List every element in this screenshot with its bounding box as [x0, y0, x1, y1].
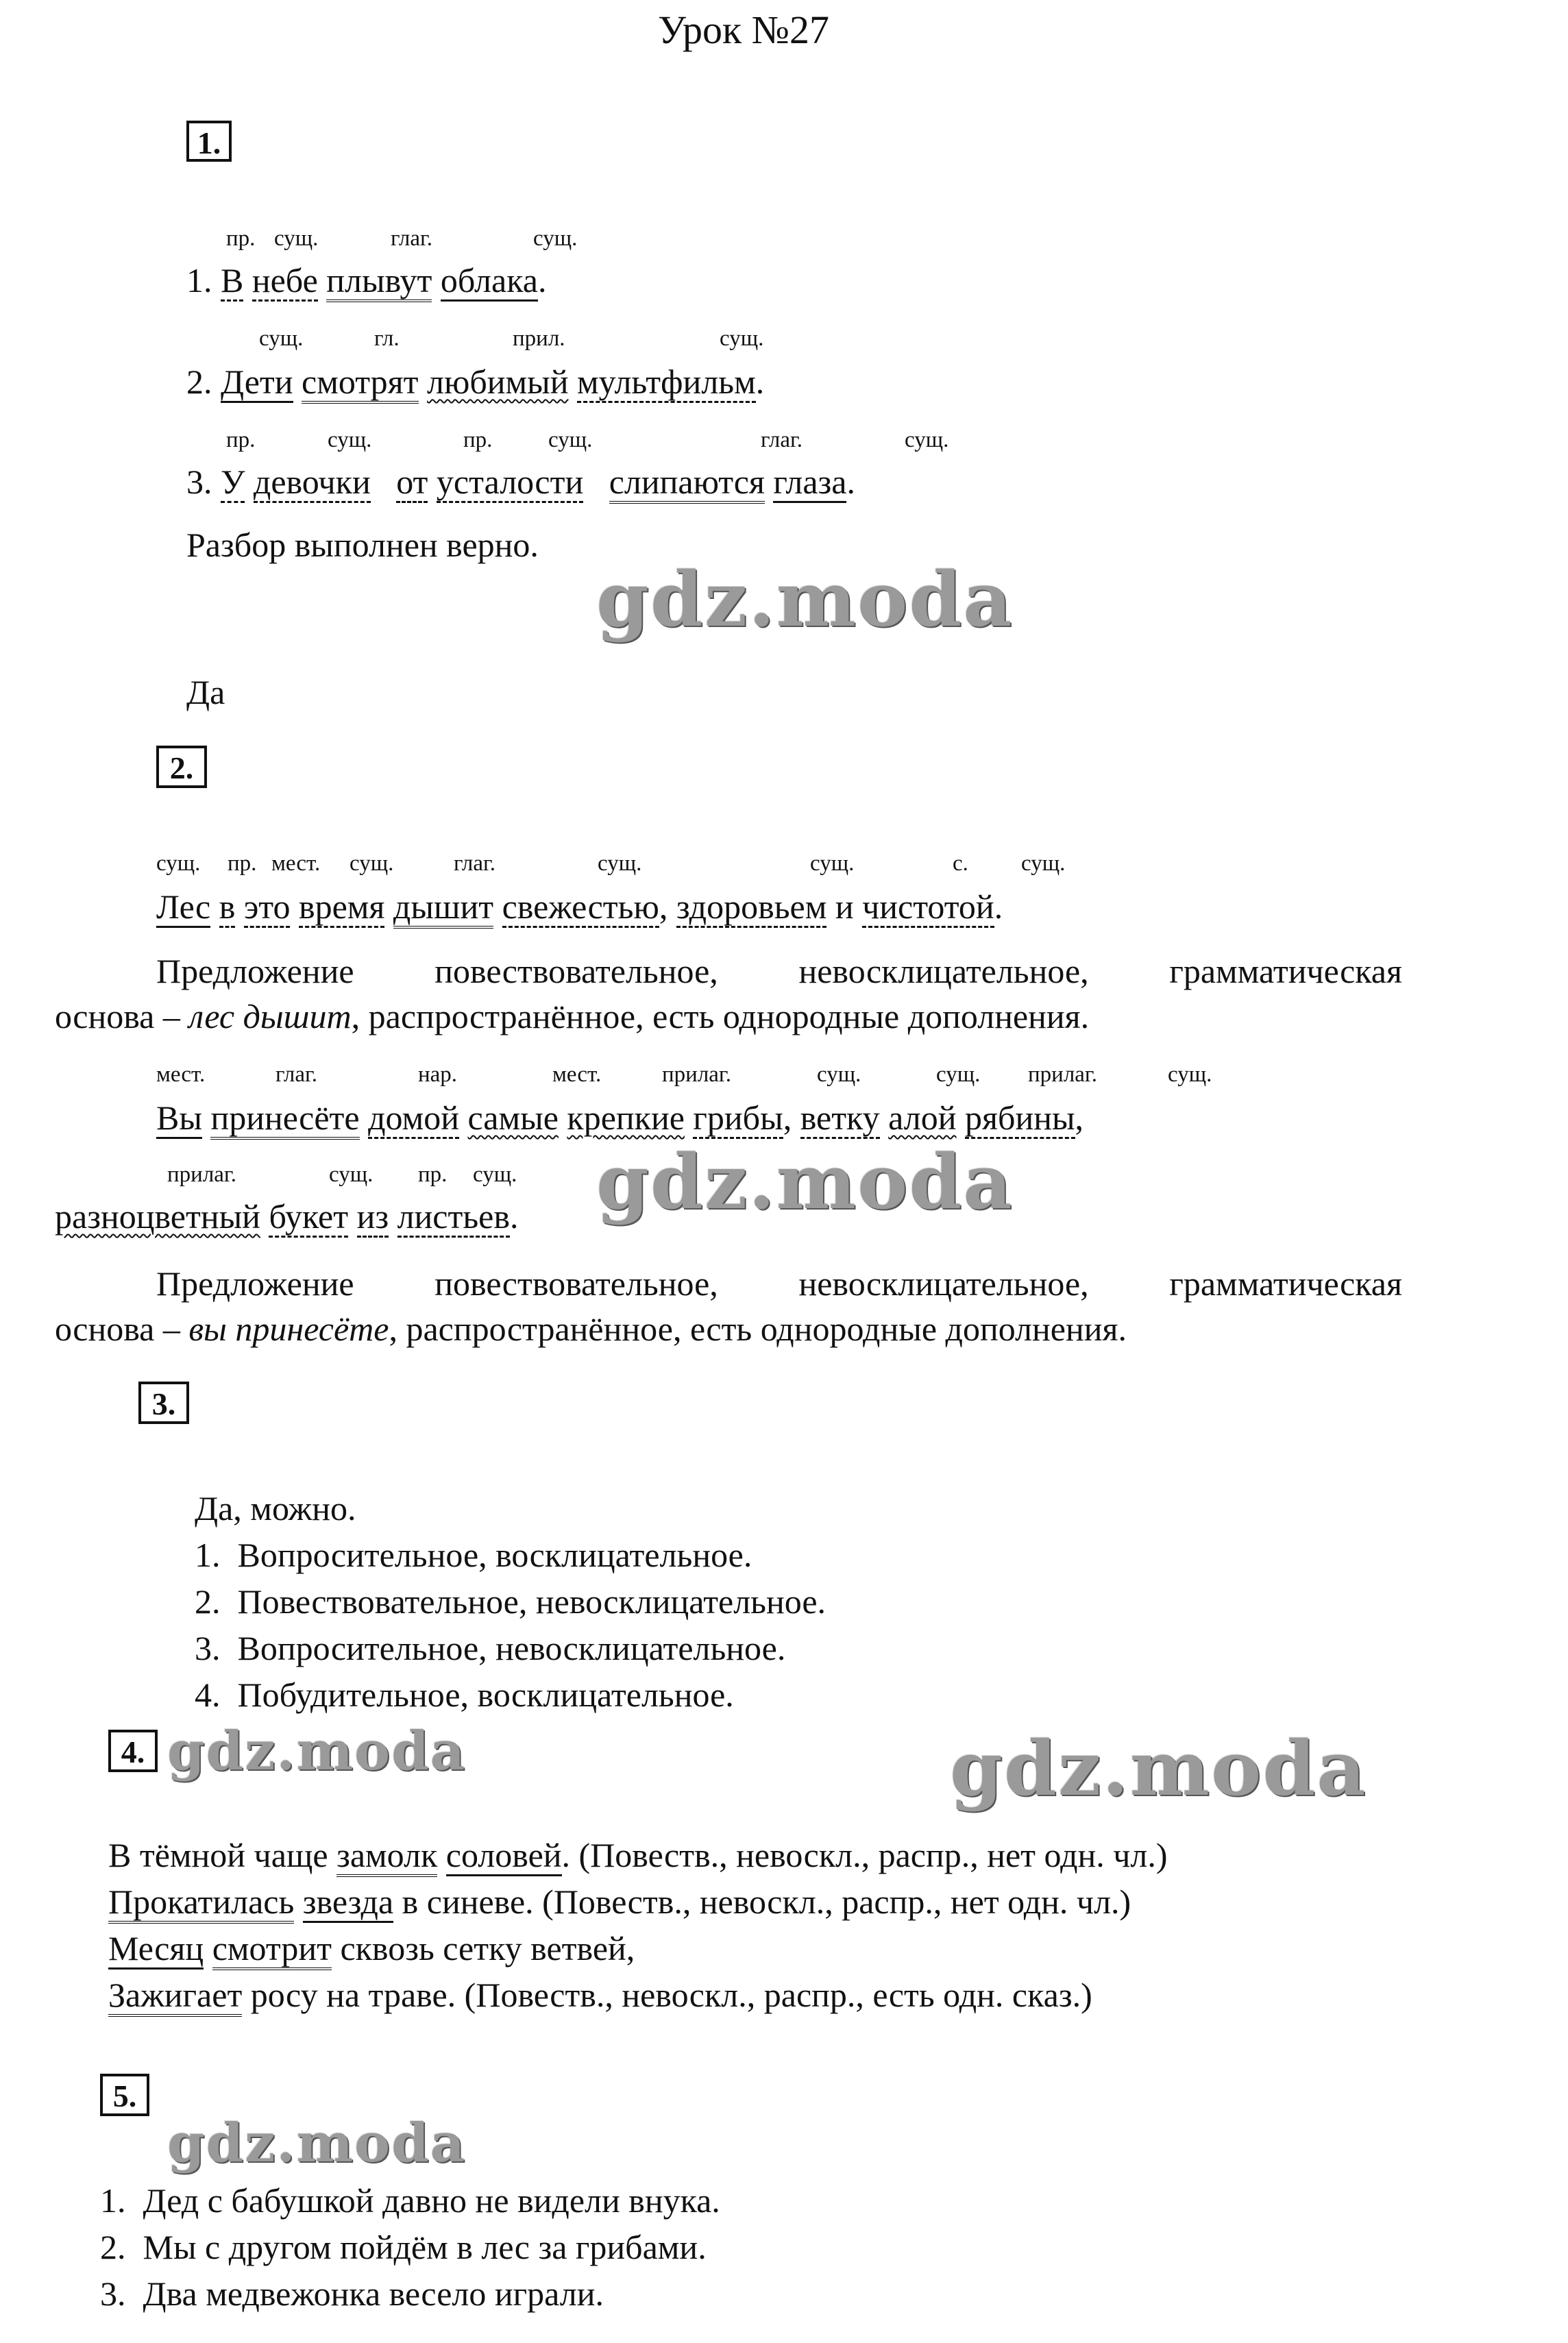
ex1-sentence-3: 3. У девочки от усталости слипаются глаза. [186, 465, 855, 499]
pos-label: сущ. [1021, 851, 1066, 876]
pos-label: сущ. [905, 428, 949, 452]
page-title: Урок №27 [658, 8, 829, 52]
pos-label: сущ. [548, 428, 593, 452]
pos-label: пр. [228, 851, 257, 876]
pos-label: глаг. [454, 851, 496, 876]
pos-label: прилаг. [1028, 1062, 1097, 1087]
pos-label: пр. [418, 1162, 448, 1187]
ex2-paragraph-1-line-2: основа – лес дышит, распространённое, есть однородные дополнения. [55, 997, 1090, 1035]
ex1-sentence-1: 1. В небе плывут облака. [186, 263, 546, 297]
ex3-item: 2. Повествовательное, невосклицательное. [195, 1582, 826, 1621]
pos-label: глаг. [761, 428, 803, 452]
ex4-line-4: Зажигает росу на траве. (Повеств., невоскл., распр., есть одн. сказ.) [108, 1978, 1092, 2012]
watermark: gdz.moda [167, 1720, 467, 1782]
watermark: gdz.moda [596, 555, 1014, 643]
pos-label: глаг. [275, 1062, 318, 1087]
pos-label: сущ. [810, 851, 855, 876]
pos-label: гл. [374, 326, 400, 351]
ex3-item: 3. Вопросительное, невосклицательное. [195, 1629, 786, 1667]
pos-label: сущ. [936, 1062, 981, 1087]
watermark: gdz.moda [950, 1724, 1367, 1813]
pos-label: пр. [226, 428, 256, 452]
ex2-sentence-3: разноцветный букет из листьев. [55, 1199, 518, 1234]
ex2-paragraph-2-line-1: Предложение повествовательное, невосклицательное, грамматическая [156, 1264, 1402, 1303]
ex5-item: 2. Мы с другом пойдём в лес за грибами. [100, 2228, 707, 2266]
pos-label: мест. [156, 1062, 206, 1087]
exercise-2-number: 2. [156, 746, 207, 788]
ex4-line-2: Прокатилась звезда в синеве. (Повеств., невоскл., распр., нет одн. чл.) [108, 1885, 1131, 1919]
pos-label: пр. [463, 428, 493, 452]
pos-label: сущ. [259, 326, 304, 351]
pos-label: сущ. [598, 851, 642, 876]
ex2-sentence-1: Лес в это время дышит свежестью, здоровьем и чистотой. [156, 890, 1003, 924]
pos-label: нар. [418, 1062, 458, 1087]
exercise-4-number: 4. [108, 1730, 158, 1772]
pos-label: мест. [271, 851, 321, 876]
ex2-sentence-2: Вы принесёте домой самые крепкие грибы, ветку алой рябины, [156, 1101, 1083, 1135]
ex4-line-3: Месяц смотрит сквозь сетку ветвей, [108, 1931, 635, 1965]
ex5-item: 1. Дед с бабушкой давно не видели внука. [100, 2181, 720, 2220]
pos-label: мест. [552, 1062, 602, 1087]
exercise-1-number: 1. [186, 121, 232, 162]
pos-label: прил. [513, 326, 565, 351]
ex3-intro: Да, можно. [195, 1489, 356, 1528]
ex1-verdict: Разбор выполнен верно. [186, 526, 539, 564]
pos-label: прилаг. [167, 1162, 236, 1187]
pos-label: сущ. [473, 1162, 517, 1187]
watermark: gdz.moda [167, 2112, 467, 2174]
ex3-item: 1. Вопросительное, восклицательное. [195, 1536, 752, 1574]
pos-label: сущ. [274, 226, 319, 251]
ex4-line-1: В тёмной чаще замолк соловей. (Повеств., невоскл., распр., нет одн. чл.) [108, 1838, 1168, 1872]
ex2-paragraph-2-line-2: основа – вы принесёте, распространённое, есть однородные дополнения. [55, 1310, 1127, 1348]
exercise-3-number: 3. [138, 1382, 189, 1424]
ex2-paragraph-1-line-1: Предложение повествовательное, невосклицательное, грамматическая [156, 952, 1402, 990]
ex1-answer: Да [186, 673, 225, 711]
pos-label: сущ. [817, 1062, 861, 1087]
pos-label: сущ. [156, 851, 201, 876]
pos-label: глаг. [391, 226, 433, 251]
pos-label: сущ. [328, 428, 372, 452]
ex3-item: 4. Побудительное, восклицательное. [195, 1676, 734, 1714]
pos-label: сущ. [329, 1162, 373, 1187]
ex1-sentence-2: 2. Дети смотрят любимый мультфильм. [186, 365, 764, 399]
ex5-item: 3. Два медвежонка весело играли. [100, 2274, 604, 2313]
pos-label: пр. [226, 226, 256, 251]
exercise-5-number: 5. [100, 2074, 149, 2116]
pos-label: сущ. [533, 226, 578, 251]
pos-label: сущ. [1168, 1062, 1212, 1087]
watermark: gdz.moda [596, 1138, 1014, 1226]
pos-label: с. [953, 851, 968, 876]
pos-label: сущ. [720, 326, 764, 351]
pos-label: сущ. [350, 851, 394, 876]
pos-label: прилаг. [662, 1062, 731, 1087]
